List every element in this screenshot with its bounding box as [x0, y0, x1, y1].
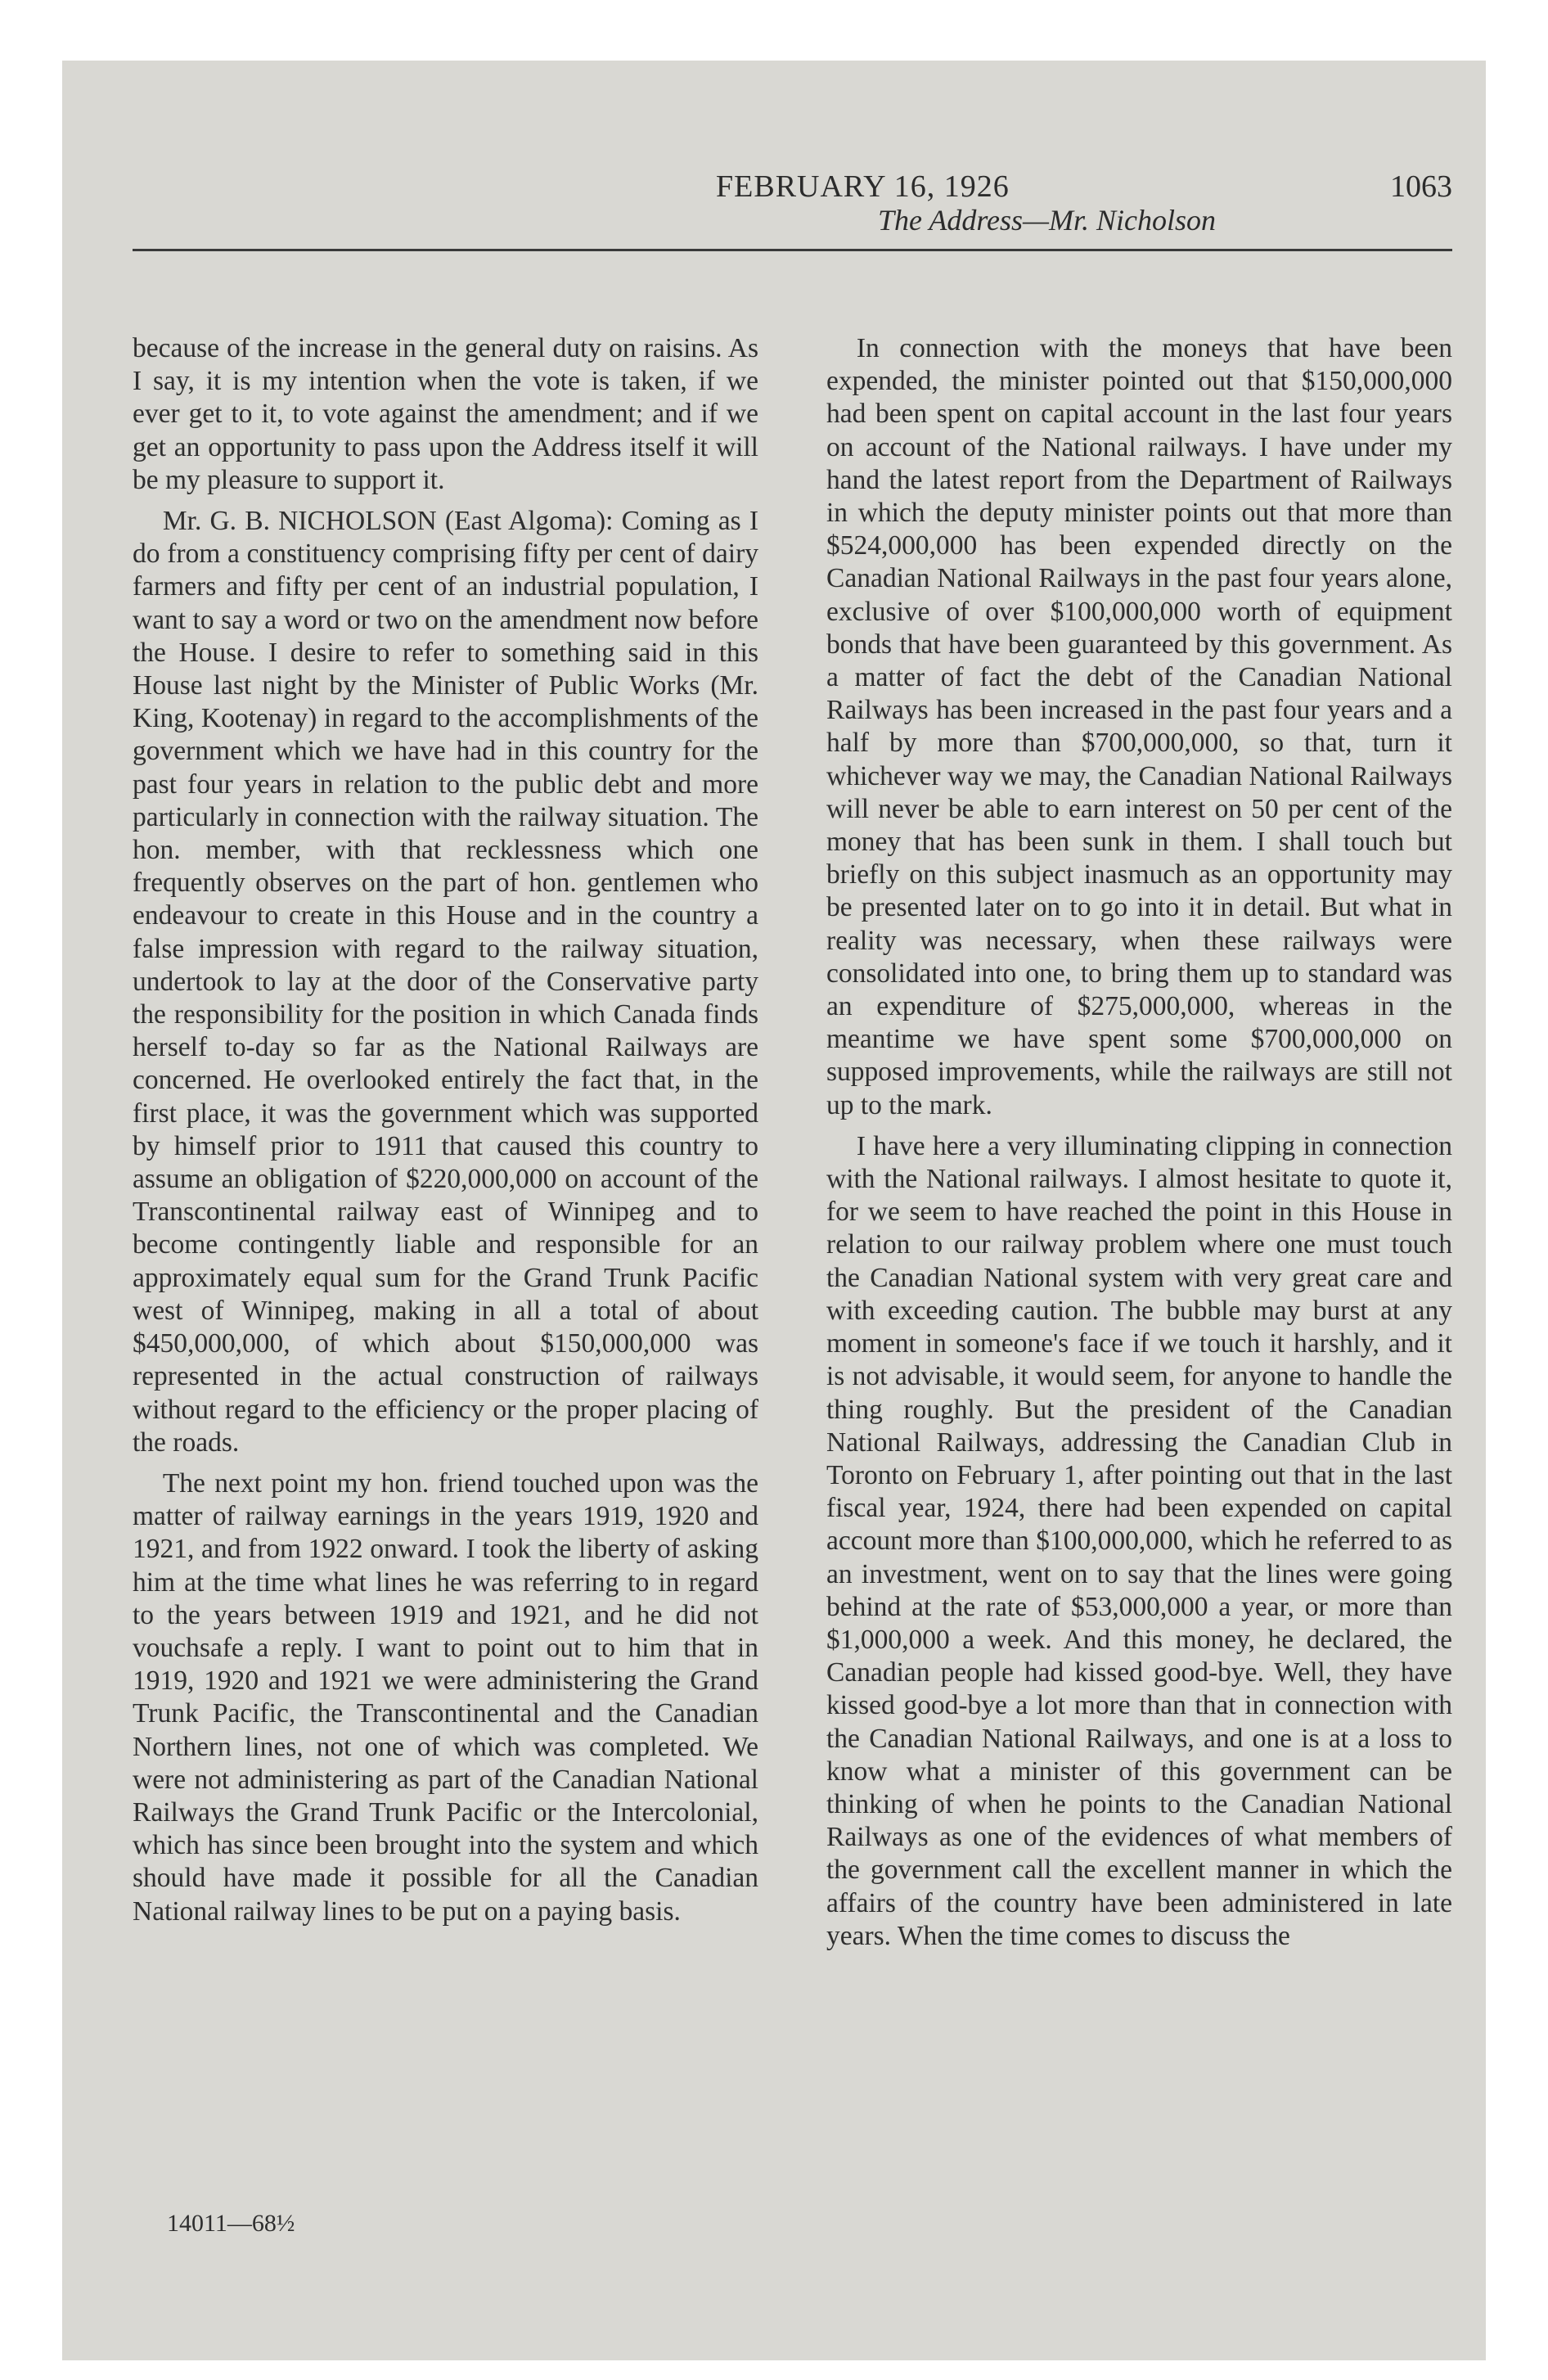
paragraph: Mr. G. B. NICHOLSON (East Algoma): Coming as I do from a constituency comprising fifty per cent of dairy farmers and fifty per cent of an industrial population, I want to say a word or two on the amendment now before the House. I desire to refer to something said in this House last night by the Minister of Public Works (Mr. King, Kootenay) in regard to the accomplishments of the government which we have had in this country for the past four years in relation to the public debt and more particularly in connection with the railway situation. The hon. member, with that recklessness which one frequently observes on the part of hon. gentlemen who endeavour to create in this House and in the country a false impression with regard to the railway situation, undertook to lay at the door of the Conservative party the responsibility for the position in which Canada finds herself to-day so far as the National Railways are concerned. He overlooked entirely the fact that, in the first place, it was the government which was supported by himself prior to 1911 that caused this country to assume an obligation of $220,000,000 on account of the Transcontinental railway east of Winnipeg and to become contingently liable and responsible for an approximately equal sum for the Grand Trunk Pacific west of Winnipeg, making in all a total of about $450,000,000, of which about $150,000,000 was represented in the actual construction of railways without regard to the efficiency or the proper placing of the roads.	[133, 506, 758, 1458]
paragraph: because of the increase in the general duty on raisins. As I say, it is my intention when the vote is taken, if we ever get to it, to vote against the amendment; and if we get an opportunity to pass upon the Address itself it will be my pleasure to support it.	[133, 333, 758, 495]
header-date: FEBRUARY 16, 1926	[716, 169, 1010, 204]
page-header	[133, 169, 1452, 308]
signature-mark: 14011—68½	[167, 2210, 295, 2237]
left-column	[133, 332, 758, 1928]
right-column	[826, 332, 1452, 1953]
document-page	[62, 61, 1486, 2360]
paragraph: In connection with the moneys that have been expended, the minister pointed out that $150,000,000 had been spent on capital account in the last four years on account of the National railways. I have under my hand the latest report from the Department of Railways in which the deputy minister points out that more than $524,000,000 has been expended directly on the Canadian National Railways in the past four years alone, exclusive of over $100,000,000 worth of equipment bonds that have been guaranteed by this government. As a matter of fact the debt of the Canadian National Railways has been increased in the past four years and a half by more than $700,000,000, so that, turn it whichever way we may, the Canadian National Railways will never be able to earn interest on 50 per cent of the money that has been sunk in them. I shall touch but briefly on this subject inasmuch as an opportunity may be presented later on to go into it in detail. But what in reality was necessary, when these railways were consolidated into one, to bring them up to standard was an expenditure of $275,000,000, whereas in the meantime we have spent some $700,000,000 on supposed improvements, while the railways are still not up to the mark.	[826, 333, 1452, 1120]
paragraph: I have here a very illuminating clipping in connection with the National railways. I almost hesitate to quote it, for we seem to have reached the point in this House in relation to our railway problem where one must touch the Canadian National system with very great care and with exceeding caution. The bubble may burst at any moment in someone's face if we touch it harshly, and it is not advisable, it would seem, for anyone to handle the thing roughly. But the president of the Canadian National Railways, addressing the Canadian Club in Toronto on February 1, after pointing out that in the last fiscal year, 1924, there had been expended on capital account more than $100,000,000, which he referred to as an investment, went on to say that the lines were going behind at the rate of $53,000,000 a year, or more than $1,000,000 a week. And this money, he declared, the Canadian people had kissed good-bye. Well, they have kissed good-bye a lot more than that in connection with the Canadian National Railways, and one is at a loss to know what a minister of this government can be thinking of when he points to the Canadian National Railways as one of the evidences of what members of the government call the excellent manner in which the affairs of the country have been administered in late years. When the time comes to discuss the	[826, 1130, 1452, 1951]
running-subtitle: The Address—Mr. Nicholson	[878, 204, 1217, 237]
page-number: 1063	[1390, 169, 1452, 204]
paragraph: The next point my hon. friend touched upon was the matter of railway earnings in the years 1919, 1920 and 1921, and from 1922 onward. I took the liberty of asking him at the time what lines he was referring to in regard to the years between 1919 and 1921, and he did not vouchsafe a reply. I want to point out to him that in 1919, 1920 and 1921 we were administering the Grand Trunk Pacific, the Transcontinental and the Canadian Northern lines, not one of which was completed. We were not administering as part of the Canadian National Railways the Grand Trunk Pacific or the Intercolonial, which has since been brought into the system and which should have made it possible for all the Canadian National railway lines to be put on a paying basis.	[133, 1467, 758, 1927]
header-rule	[133, 249, 1452, 251]
